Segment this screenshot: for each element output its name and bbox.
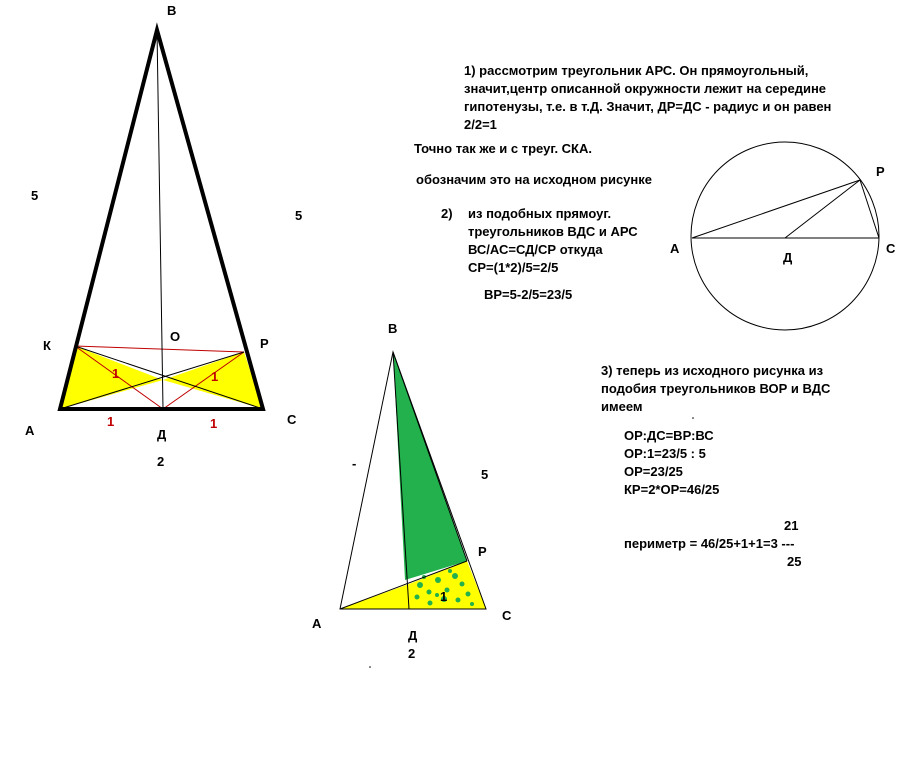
label-K: К — [43, 338, 51, 353]
label-D: Д — [157, 427, 167, 442]
step1-line: 2/2=1 — [464, 117, 497, 132]
radius-DP — [785, 180, 860, 238]
calc-line: ОР:ДС=ВР:ВС — [624, 428, 714, 443]
label-dash-2: - — [352, 456, 357, 471]
label-B-2: B — [388, 321, 398, 336]
label-side-left: 5 — [31, 188, 39, 203]
calc-block — [624, 427, 719, 499]
label-DK: 1 — [112, 366, 120, 381]
step1-line: значит,центр описанной окружности лежит на середине — [464, 81, 827, 96]
label-A-circle: А — [670, 241, 680, 256]
perimeter-text: периметр = 46/25+1+1=3 --- — [624, 536, 795, 551]
stray-dot — [369, 666, 371, 668]
step1-line: 1) рассмотрим треугольник АРС. Он прямоугольный, — [464, 63, 809, 78]
label-C: С — [287, 412, 297, 427]
label-side-2: 5 — [481, 467, 489, 482]
calc-line: КР=2*ОР=46/25 — [624, 482, 720, 497]
green-triangle-BOP — [393, 352, 467, 580]
stray-dot-2 — [692, 417, 694, 419]
label-seg-2: 1 — [440, 589, 448, 604]
label-AD: 1 — [107, 414, 115, 429]
step3-line: 3) теперь из исходного рисунка из — [601, 363, 824, 378]
label-DC: 1 — [210, 416, 218, 431]
calc-line: ОР:1=23/5 : 5 — [624, 446, 706, 461]
label-C-2: С — [502, 608, 512, 623]
perimeter-numerator: 21 — [784, 518, 799, 533]
same-for-CKA-text: Точно так же и с треуг. СКА. — [414, 141, 592, 156]
perimeter-denominator: 25 — [787, 554, 802, 569]
label-A-2: А — [312, 616, 322, 631]
step1-text — [464, 62, 831, 134]
label-D-circle: Д — [783, 250, 793, 265]
chord-PC — [860, 180, 879, 238]
label-A: А — [25, 423, 35, 438]
step2-line: из подобных прямоуг. — [468, 206, 612, 221]
label-side-right: 5 — [295, 208, 303, 223]
label-B: B — [167, 3, 177, 18]
step3-line: имеем — [601, 399, 643, 414]
step3-line: подобия треугольников ВОР и ВДС — [601, 381, 831, 396]
label-P-circle: Р — [876, 164, 885, 179]
label-P: Р — [260, 336, 269, 351]
step2-number: 2) — [441, 206, 453, 221]
step2-line: треугольников ВДС и АРС — [468, 224, 638, 239]
step2-line: СР=(1*2)/5=2/5 — [468, 260, 559, 275]
label-P-2: Р — [478, 544, 487, 559]
figure-1 — [25, 3, 302, 469]
bp-formula: ВР=5-2/5=23/5 — [484, 287, 573, 302]
label-DP: 1 — [211, 369, 219, 384]
step2-text — [468, 205, 638, 277]
label-C-circle: С — [886, 241, 896, 256]
step2-line: ВС/АС=СД/СР откуда — [468, 242, 603, 257]
circumcircle — [691, 142, 879, 330]
label-D-2: Д — [408, 628, 418, 643]
chord-AP — [692, 180, 860, 238]
label-base: 2 — [157, 454, 165, 469]
circle-figure — [670, 142, 896, 330]
step1-line: гипотенузы, т.е. в т.Д. Значит, ДР=ДС - радиус и он равен — [464, 99, 832, 114]
step3-text — [601, 362, 830, 416]
label-O: О — [170, 329, 181, 344]
label-base-2: 2 — [408, 646, 416, 661]
mark-on-original-text: обозначим это на исходном рисунке — [416, 172, 652, 187]
calc-line: ОР=23/25 — [624, 464, 683, 479]
